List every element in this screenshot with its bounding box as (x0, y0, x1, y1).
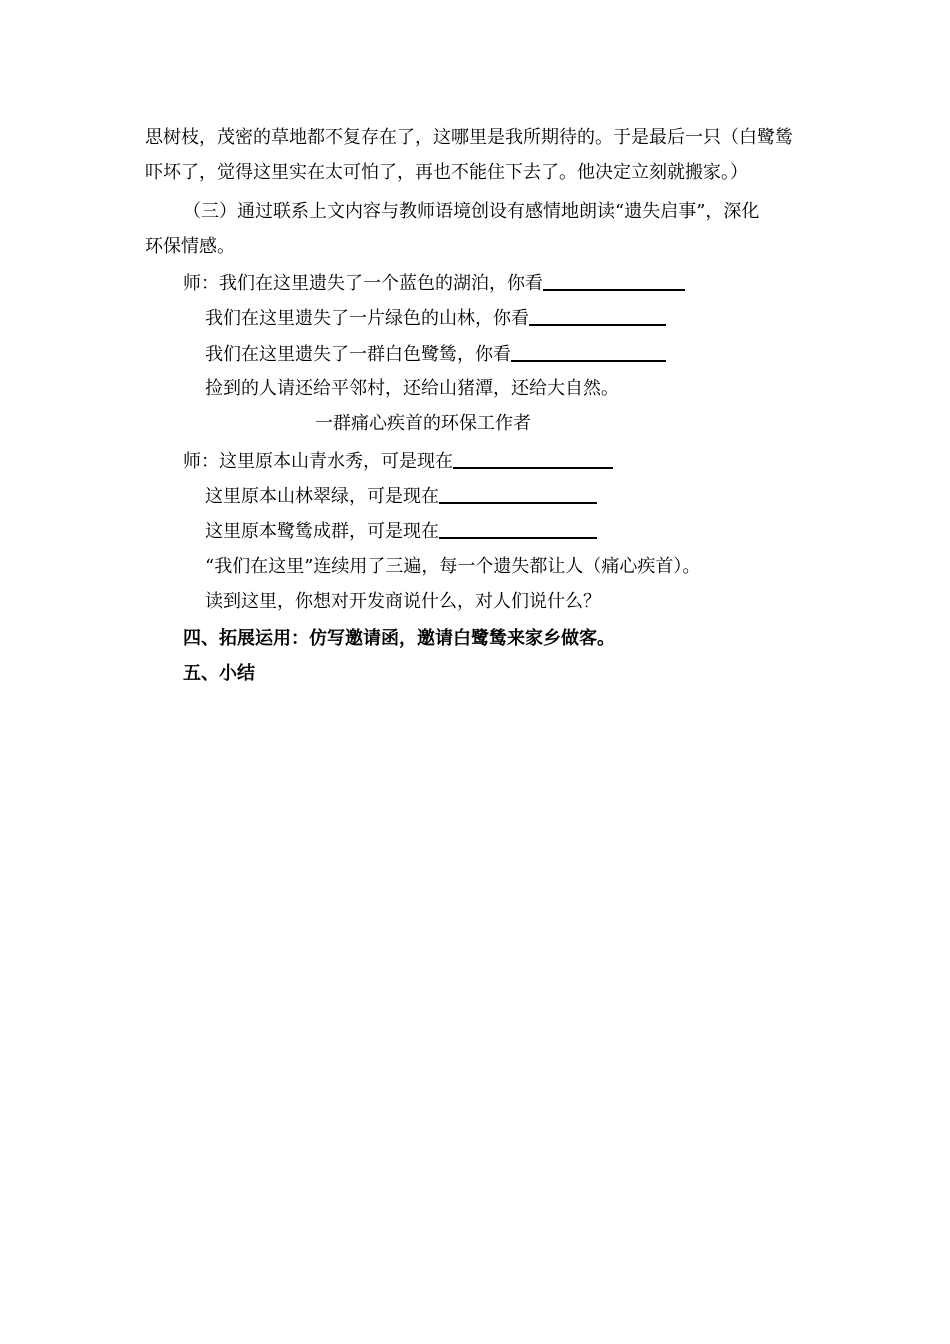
lost-notice-text: 师：我们在这里遗失了一个蓝色的湖泊，你看 (183, 273, 543, 294)
section-heading-5: 五、小结 (183, 663, 255, 684)
lost-notice-line (205, 342, 666, 367)
fill-blank (511, 342, 666, 362)
contrast-line (183, 449, 613, 474)
contrast-line (205, 519, 597, 544)
contrast-text: 这里原本鹭鸶成群，可是现在 (205, 521, 439, 542)
lost-notice-text: 我们在这里遗失了一片绿色的山林，你看 (205, 308, 529, 329)
fill-blank (529, 306, 666, 326)
contrast-line (205, 484, 597, 509)
lost-notice-signature: 一群痛心疾首的环保工作者 (315, 413, 531, 434)
fill-blank (453, 449, 613, 469)
lost-notice-line (205, 306, 666, 331)
lost-notice-line (183, 271, 685, 296)
section-heading-4: 四、拓展运用：仿写邀请函，邀请白鹭鸶来家乡做客。 (183, 628, 615, 649)
summary-line: “我们在这里”连续用了三遍，每一个遗失都让人（痛心疾首）。 (205, 556, 701, 577)
fill-blank (439, 519, 597, 539)
lost-notice-line: 捡到的人请还给平邻村，还给山猪潭，还给大自然。 (205, 378, 619, 399)
contrast-text: 这里原本山林翠绿，可是现在 (205, 486, 439, 507)
fill-blank (439, 484, 597, 504)
lost-notice-text: 我们在这里遗失了一群白色鹭鸶，你看 (205, 344, 511, 365)
contrast-text: 师：这里原本山青水秀，可是现在 (183, 451, 453, 472)
paragraph-line: 思树枝，茂密的草地都不复存在了，这哪里是我所期待的。于是最后一只（白鹭鸶 (145, 127, 793, 148)
paragraph-line: （三）通过联系上文内容与教师语境创设有感情地朗读“遗失启事”，深化 (183, 201, 760, 222)
paragraph-line: 吓坏了，觉得这里实在太可怕了，再也不能住下去了。他决定立刻就搬家。） (145, 162, 748, 183)
paragraph-line: 环保情感。 (145, 236, 235, 257)
question-line: 读到这里，你想对开发商说什么，对人们说什么？ (205, 591, 601, 612)
fill-blank (543, 271, 685, 291)
